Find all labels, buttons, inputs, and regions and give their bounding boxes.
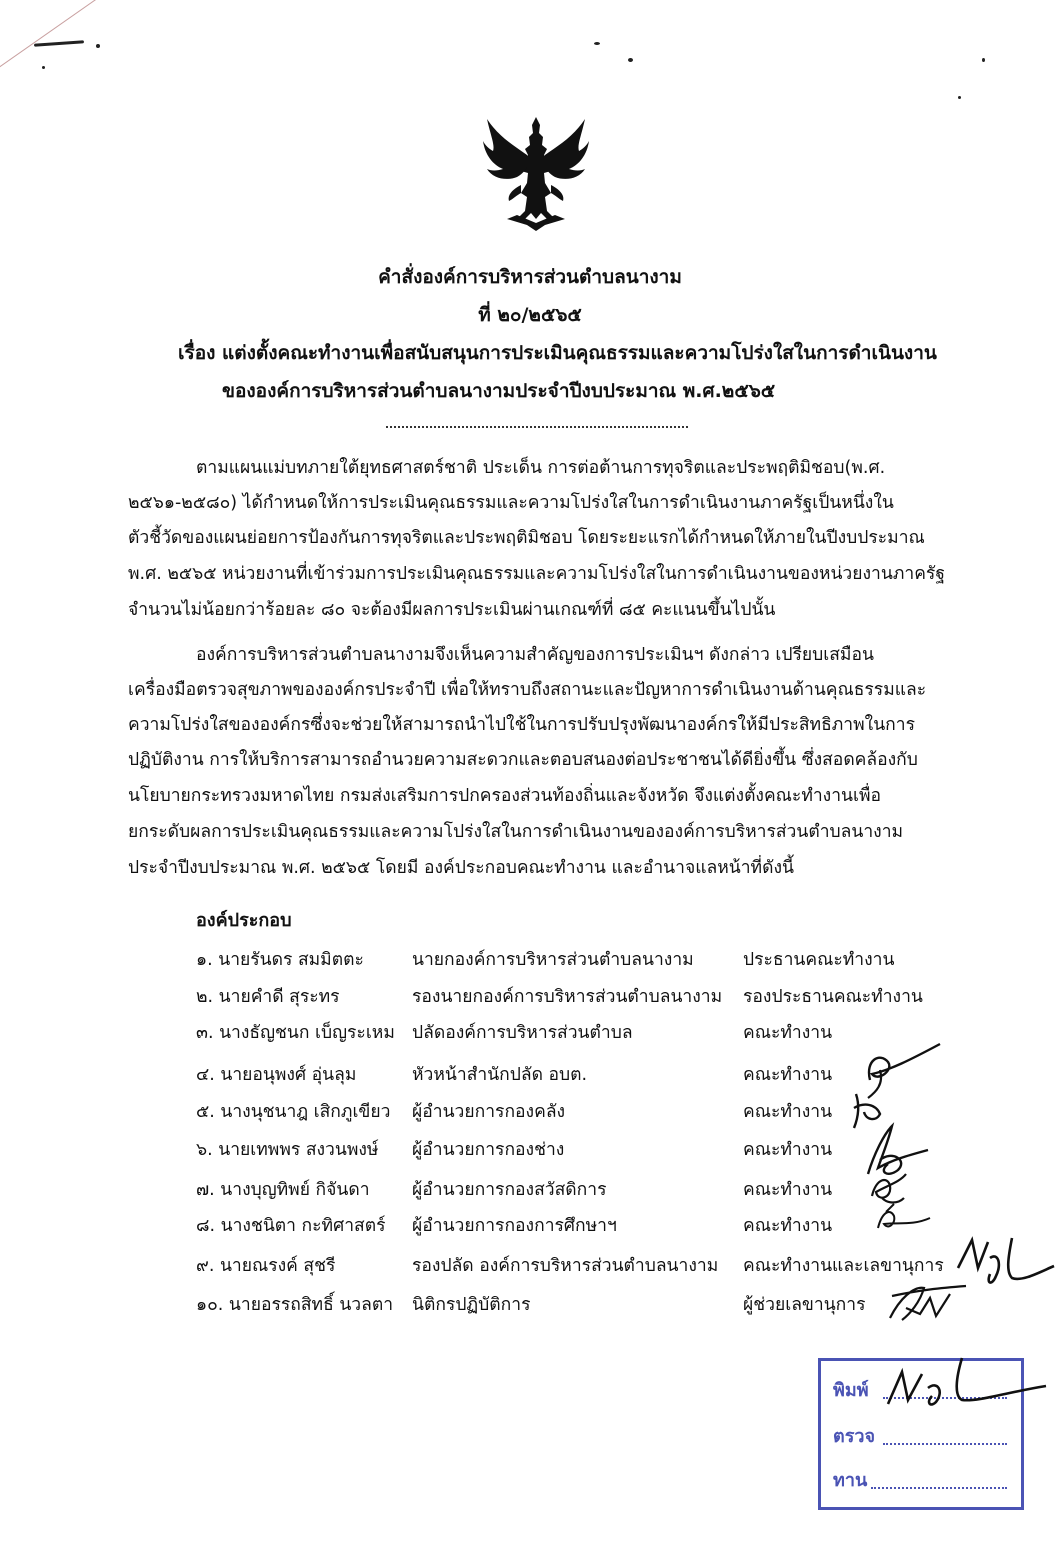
member-position: ผู้อำนวยการกองการศึกษาฯ (412, 1216, 617, 1236)
member-role: คณะทำงานและเลขานุการ (743, 1256, 944, 1276)
member-name: ๑๐. นายอรรถสิทธิ์ นวลตา (196, 1295, 394, 1315)
member-position: รองนายกองค์การบริหารส่วนตำบลนางาม (412, 987, 723, 1007)
order-title: คำสั่งองค์การบริหารส่วนตำบลนางาม (378, 266, 682, 288)
paragraph-2-line: ประจำปีงบประมาณ พ.ศ. ๒๕๖๕ โดยมี องค์ประกอบคณะทำงาน และอำนาจแลหน้าที่ดังนี้ (128, 858, 794, 878)
member-role: คณะทำงาน (743, 1140, 833, 1160)
member-role: ประธานคณะทำงาน (743, 950, 895, 970)
member-name: ๖. นายเทพพร สงวนพงษ์ (196, 1140, 379, 1160)
scan-speck (34, 40, 84, 46)
member-position: นายกองค์การบริหารส่วนตำบลนางาม (412, 950, 694, 970)
member-position: หัวหน้าสำนักปลัด อบต. (412, 1065, 588, 1085)
order-number: ที่ ๒๐/๒๕๖๕ (478, 304, 582, 326)
member-role: รองประธานคณะทำงาน (743, 987, 923, 1007)
scan-speck (982, 58, 985, 62)
paragraph-1-line: จำนวนไม่น้อยกว่าร้อยละ ๘๐ จะต้องมีผลการประเมินผ่านเกณฑ์ที่ ๘๕ คะแนนขึ้นไปนั้น (128, 600, 776, 620)
signature-icon (880, 1278, 970, 1326)
paragraph-2-line: ยกระดับผลการประเมินคุณธรรมและความโปร่งใสในการดำเนินงานขององค์การบริหารส่วนตำบลนางาม (128, 822, 904, 842)
members-heading: องค์ประกอบ (196, 910, 292, 931)
paragraph-2-line: เครื่องมือตรวจสุขภาพขององค์กรประจำปี เพื่อให้ทราบถึงสถานะและปัญหาการดำเนินงานด้านคุณธรรมและ (128, 680, 927, 700)
subject-line-2: ขององค์การบริหารส่วนตำบลนางามประจำปีงบประมาณ พ.ศ.๒๕๖๕ (222, 380, 776, 402)
paragraph-1-line: ตัวชี้วัดของแผนย่อยการป้องกันการทุจริตและประพฤติมิชอบ โดยระยะแรกได้กำหนดให้ภายในปีงบประมาณ (128, 528, 925, 548)
separator-dots (386, 424, 688, 428)
member-position: ปลัดองค์การบริหารส่วนตำบล (412, 1023, 633, 1043)
member-role: คณะทำงาน (743, 1102, 833, 1122)
stamp-label-print: พิมพ์ (833, 1380, 869, 1401)
paragraph-2-line: องค์การบริหารส่วนตำบลนางามจึงเห็นความสำคัญของการประเมินฯ ดังกล่าว เปรียบเสมือน (196, 645, 874, 665)
subject-line-1: เรื่อง แต่งตั้งคณะทำงานเพื่อสนับสนุนการประเมินคุณธรรมและความโปร่งใสในการดำเนินงาน (178, 342, 937, 364)
member-name: ๓. นางธัญชนก เบ็ญระเหม (196, 1023, 395, 1043)
paragraph-1-line: พ.ศ. ๒๕๖๕ หน่วยงานที่เข้าร่วมการประเมินคุณธรรมและความโปร่งใสในการดำเนินงานของหน่วยงานภาครัฐ (128, 564, 945, 584)
member-row (0, 1251, 1060, 1281)
garuda-emblem-icon (483, 115, 589, 233)
scan-scratch (0, 0, 128, 81)
member-name: ๔. นายอนุพงศ์ อุ่นลุม (196, 1065, 357, 1085)
scan-speck (42, 66, 45, 69)
paragraph-1-line: ๒๕๖๑-๒๕๘๐) ได้กำหนดให้การประเมินคุณธรรมและความโปร่งใสในการดำเนินงานภาครัฐเป็นหนึ่งใน (128, 493, 894, 513)
member-name: ๙. นายณรงค์ สุชรี (196, 1256, 336, 1276)
paragraph-2-line: นโยบายกระทรวงมหาดไทย กรมส่งเสริมการปกครองส่วนท้องถิ่นและจังหวัด จึงแต่งตั้งคณะทำงานเพื่อ (128, 786, 882, 806)
member-name: ๘. นางชนิตา กะทิศาสตร์ (196, 1216, 386, 1236)
member-role: ผู้ช่วยเลขานุการ (743, 1295, 866, 1315)
signature-icon (878, 1352, 1050, 1412)
member-position: ผู้อำนวยการกองคลัง (412, 1102, 566, 1122)
stamp-label-check: ตรวจ (833, 1426, 876, 1447)
member-position: ผู้อำนวยการกองช่าง (412, 1140, 565, 1160)
member-position: ผู้อำนวยการกองสวัสดิการ (412, 1180, 607, 1200)
scan-speck (628, 58, 633, 62)
member-name: ๑. นายรันดร สมมิตตะ (196, 950, 364, 970)
stamp-dotted-line (883, 1443, 1007, 1445)
member-name: ๕. นางนุชนาฎ เสิกภูเขียว (196, 1102, 391, 1122)
paragraph-2-line: ความโปร่งใสขององค์กรซึ่งจะช่วยให้สามารถนำไปใช้ในการปรับปรุงพัฒนาองค์กรให้มีประสิทธิภาพในการ (128, 715, 915, 735)
member-role: คณะทำงาน (743, 1216, 833, 1236)
member-position: รองปลัด องค์การบริหารส่วนตำบลนางาม (412, 1256, 719, 1276)
paragraph-1-line: ตามแผนแม่บทภายใต้ยุทธศาสตร์ชาติ ประเด็น การต่อต้านการทุจริตและประพฤติมิชอบ(พ.ศ. (196, 458, 886, 478)
paragraph-2-line: ปฏิบัติงาน การให้บริการสามารถอำนวยความสะดวกและตอบสนองต่อประชาชนได้ดียิ่งขึ้น ซึ่งสอดคล้องกับ (128, 750, 918, 770)
member-name: ๒. นายคำดี สุระทร (196, 987, 340, 1007)
member-role: คณะทำงาน (743, 1180, 833, 1200)
member-row (0, 945, 1060, 975)
member-role: คณะทำงาน (743, 1023, 833, 1043)
scan-speck (96, 44, 100, 48)
scan-speck (958, 96, 961, 99)
member-role: คณะทำงาน (743, 1065, 833, 1085)
member-position: นิติกรปฏิบัติการ (412, 1295, 531, 1315)
stamp-label-review: ทาน (833, 1470, 868, 1491)
scan-speck (594, 42, 600, 45)
member-name: ๗. นางบุญทิพย์ กิจันดา (196, 1180, 370, 1200)
member-row (0, 982, 1060, 1012)
stamp-dotted-line (871, 1487, 1007, 1489)
signature-icon (872, 1202, 934, 1236)
